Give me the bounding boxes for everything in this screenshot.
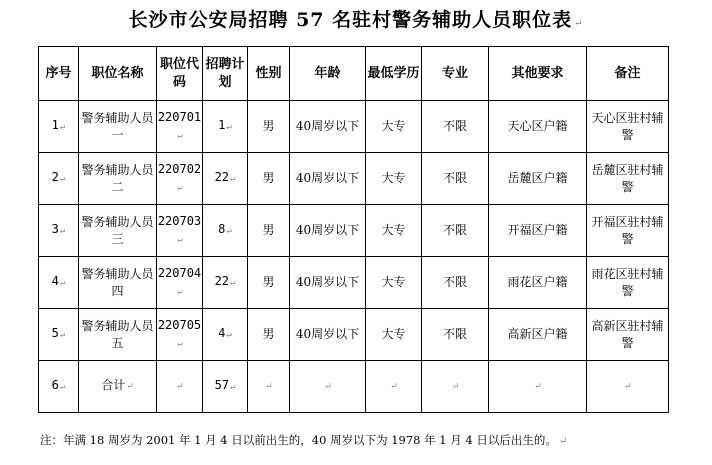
cell-note-text: 岳麓区驻村辅警	[591, 162, 664, 194]
footnote: 注：年满 18 周岁为 2001 年 1 月 4 日以前出生的，40 周岁以下为 1978 年 1 月 4 日以后出生的。 ↵	[40, 433, 568, 447]
paragraph-mark-icon: ↵	[177, 234, 183, 245]
header-position-name: 职位名称	[79, 47, 157, 101]
cell-position-code-text: 220701	[157, 109, 202, 124]
cell-major	[422, 361, 489, 413]
cell-gender-text: 男	[262, 223, 275, 237]
paragraph-mark-icon: ↵	[59, 174, 66, 184]
cell-major	[422, 205, 489, 257]
cell-position-code	[157, 101, 203, 153]
paragraph-mark-icon: ↵	[230, 174, 236, 184]
cell-major	[422, 153, 489, 205]
cell-gender-text: 男	[262, 171, 275, 185]
cell-age	[290, 309, 366, 361]
cell-recruit-plan	[203, 153, 248, 205]
cell-recruit-plan-text: 4	[218, 326, 226, 340]
paragraph-mark-icon: ↵	[59, 226, 66, 236]
cell-position-name-text: 警务辅助人员四	[81, 266, 154, 298]
cell-major	[422, 257, 489, 309]
cell-gender	[248, 309, 290, 361]
cell-education-text: 大专	[381, 327, 406, 341]
paragraph-mark-icon: ↵	[534, 382, 542, 392]
cell-age	[290, 153, 366, 205]
paragraph-mark-icon: ↵	[59, 122, 66, 132]
cell-gender-text: 男	[262, 327, 275, 341]
cell-note	[587, 153, 669, 205]
cell-gender-text: 男	[262, 119, 275, 133]
cell-seq	[39, 101, 79, 153]
header-major: 专业	[422, 47, 489, 101]
cell-position-name-text: 警务辅助人员一	[81, 110, 154, 142]
table-row	[39, 257, 669, 309]
cell-position-code	[157, 309, 203, 361]
cell-position-name	[79, 153, 157, 205]
table-total-row	[39, 361, 669, 413]
paragraph-mark-icon: ↵	[59, 330, 66, 340]
cell-note	[587, 361, 669, 413]
cell-education-text: 大专	[381, 119, 406, 133]
cell-position-code	[157, 361, 203, 413]
cell-seq-text: 5	[51, 326, 59, 340]
paragraph-mark-icon: ↵	[451, 382, 460, 392]
cell-other-requirements-text: 开福区户籍	[507, 223, 568, 237]
cell-major-text: 不限	[442, 275, 467, 289]
cell-note-text: 天心区驻村辅警	[591, 110, 664, 142]
cell-major	[422, 309, 489, 361]
paragraph-mark-icon: ↵	[230, 278, 236, 288]
paragraph-mark-icon: ↵	[390, 382, 398, 392]
cell-major-text: 不限	[442, 223, 467, 237]
cell-position-code-text: 220702	[157, 161, 202, 176]
cell-position-code-text: 220703	[157, 213, 202, 228]
paragraph-mark-icon: ↵	[59, 278, 66, 288]
cell-position-code	[157, 205, 203, 257]
paragraph-mark-icon: ↵	[624, 382, 632, 392]
cell-recruit-plan-text: 22	[214, 170, 230, 184]
cell-gender	[248, 205, 290, 257]
cell-age-text: 40周岁以下	[295, 327, 360, 341]
cell-gender-text: 男	[262, 275, 275, 289]
cell-note	[587, 205, 669, 257]
cell-seq	[39, 309, 79, 361]
header-age: 年龄	[290, 47, 366, 101]
cell-other-requirements-text: 高新区户籍	[507, 327, 568, 341]
cell-other-requirements	[489, 257, 587, 309]
cell-education-text: 大专	[381, 223, 406, 237]
table-row	[39, 309, 669, 361]
cell-recruit-plan	[203, 101, 248, 153]
cell-seq-text: 6	[51, 378, 59, 392]
cell-age-text: 40周岁以下	[295, 119, 360, 133]
cell-position-name	[79, 257, 157, 309]
cell-note-text: 雨花区驻村辅警	[591, 266, 664, 298]
table-row	[39, 101, 669, 153]
cell-seq	[39, 257, 79, 309]
paragraph-mark-icon: ↵	[226, 226, 232, 236]
cell-age	[290, 205, 366, 257]
document-title: 长沙市公安局招聘 57 名驻村警务辅助人员职位表 ↵	[128, 9, 584, 31]
paragraph-mark-icon: ↵	[574, 18, 584, 29]
cell-education	[366, 205, 422, 257]
cell-position-name	[79, 101, 157, 153]
cell-age	[290, 101, 366, 153]
cell-seq	[39, 205, 79, 257]
cell-age	[290, 361, 366, 413]
cell-age-text: 40周岁以下	[295, 171, 360, 185]
cell-recruit-plan-text: 22	[214, 274, 230, 288]
paragraph-mark-icon: ↵	[177, 182, 183, 193]
header-gender: 性别	[248, 47, 290, 101]
paragraph-mark-icon: ↵	[226, 330, 232, 340]
cell-seq	[39, 153, 79, 205]
cell-education	[366, 153, 422, 205]
paragraph-mark-icon: ↵	[59, 382, 66, 392]
cell-other-requirements-text: 天心区户籍	[507, 119, 568, 133]
paragraph-mark-icon: ↵	[177, 130, 183, 141]
cell-education	[366, 361, 422, 413]
paragraph-mark-icon: ↵	[324, 382, 332, 392]
cell-note-text: 高新区驻村辅警	[591, 318, 664, 350]
table-row	[39, 153, 669, 205]
cell-position-code	[157, 153, 203, 205]
cell-recruit-plan	[203, 309, 248, 361]
cell-position-name-text: 警务辅助人员二	[81, 162, 154, 194]
cell-note	[587, 257, 669, 309]
paragraph-mark-icon: ↵	[230, 382, 236, 392]
cell-position-code-text: 220704	[157, 265, 202, 280]
cell-education	[366, 101, 422, 153]
table-header-row	[39, 47, 669, 101]
paragraph-mark-icon: ↵	[226, 122, 232, 132]
cell-age-text: 40周岁以下	[295, 275, 360, 289]
cell-recruit-plan	[203, 361, 248, 413]
cell-major-text: 不限	[442, 327, 467, 341]
cell-gender	[248, 153, 290, 205]
cell-recruit-plan-text: 8	[218, 222, 226, 236]
cell-education	[366, 257, 422, 309]
paragraph-mark-icon: ↵	[126, 382, 134, 392]
cell-other-requirements	[489, 309, 587, 361]
cell-major-text: 不限	[442, 171, 467, 185]
cell-age	[290, 257, 366, 309]
cell-position-code	[157, 257, 203, 309]
cell-age-text: 40周岁以下	[295, 223, 360, 237]
cell-position-name	[79, 309, 157, 361]
cell-other-requirements-text: 雨花区户籍	[507, 275, 568, 289]
cell-position-name-text: 警务辅助人员五	[81, 318, 154, 350]
cell-major	[422, 101, 489, 153]
cell-seq-text: 4	[51, 274, 59, 288]
header-education: 最低学历	[366, 47, 422, 101]
cell-total-label	[79, 361, 157, 413]
paragraph-mark-icon: ↵	[177, 338, 183, 349]
header-note: 备注	[587, 47, 669, 101]
cell-seq-text: 1	[51, 118, 59, 132]
cell-recruit-plan	[203, 257, 248, 309]
cell-other-requirements	[489, 361, 587, 413]
cell-total-label-text: 合计	[101, 378, 126, 392]
cell-position-code-text: 220705	[157, 317, 202, 332]
cell-major-text: 不限	[442, 119, 467, 133]
paragraph-mark-icon: ↵	[265, 382, 273, 392]
cell-other-requirements	[489, 153, 587, 205]
cell-note	[587, 101, 669, 153]
table-body	[39, 101, 669, 413]
header-position-code: 职位代码	[157, 47, 203, 101]
cell-position-name	[79, 205, 157, 257]
cell-recruit-plan-text: 57	[214, 378, 230, 392]
cell-other-requirements-text: 岳麓区户籍	[507, 171, 568, 185]
cell-position-name-text: 警务辅助人员三	[81, 214, 154, 246]
table-row	[39, 205, 669, 257]
cell-recruit-plan-text: 1	[218, 118, 226, 132]
cell-seq	[39, 361, 79, 413]
cell-education	[366, 309, 422, 361]
header-recruit-plan: 招聘计划	[203, 47, 248, 101]
cell-other-requirements	[489, 101, 587, 153]
cell-gender	[248, 361, 290, 413]
cell-note-text: 开福区驻村辅警	[591, 214, 664, 246]
cell-gender	[248, 257, 290, 309]
cell-education-text: 大专	[381, 171, 406, 185]
paragraph-mark-icon: ↵	[176, 382, 184, 392]
header-seq: 序号	[39, 47, 79, 101]
position-table	[38, 46, 669, 413]
cell-seq-text: 3	[51, 222, 59, 236]
cell-note	[587, 309, 669, 361]
cell-recruit-plan	[203, 205, 248, 257]
paragraph-mark-icon: ↵	[558, 436, 568, 447]
cell-gender	[248, 101, 290, 153]
cell-education-text: 大专	[381, 275, 406, 289]
cell-other-requirements	[489, 205, 587, 257]
header-other-requirements: 其他要求	[489, 47, 587, 101]
paragraph-mark-icon: ↵	[177, 286, 183, 297]
cell-seq-text: 2	[51, 170, 59, 184]
